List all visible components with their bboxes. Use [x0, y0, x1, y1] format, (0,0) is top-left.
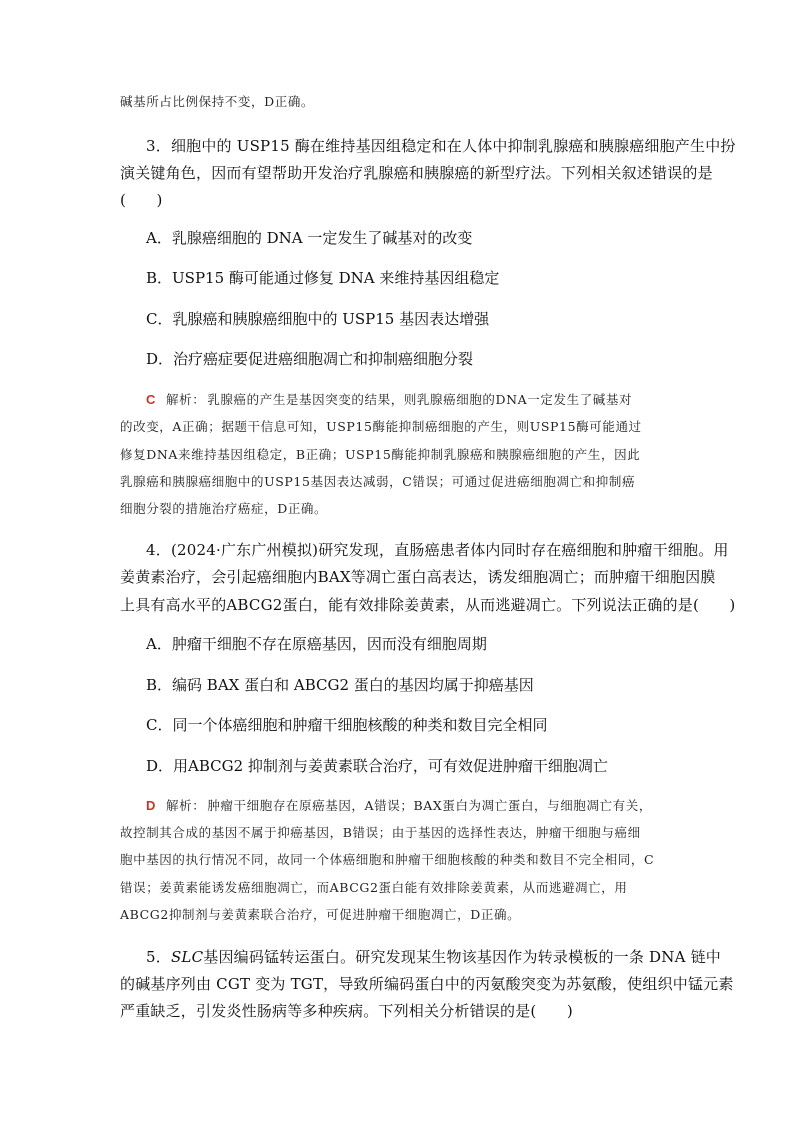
q3-answer-letter: C [146, 392, 156, 407]
q3-analysis-line-1: C 解析： 乳腺癌的产生是基因突变的结果，则乳腺癌细胞的DNA一定发生了碱基对 [146, 392, 633, 407]
q3-option-d[interactable]: D．治疗癌症要促进癌细胞凋亡和抑制癌细胞分裂 [146, 350, 474, 368]
q4-option-d[interactable]: D．用ABCG2 抑制剂与姜黄素联合治疗，可有效促进肿瘤干细胞凋亡 [146, 757, 608, 775]
q3-stem-line-3: ( ) [120, 191, 163, 209]
q3-option-c[interactable]: C．乳腺癌和胰腺癌细胞中的 USP15 基因表达增强 [146, 310, 490, 328]
q5-gene-name: SLC [170, 948, 204, 966]
q3-stem-line-2: 演关键角色，因而有望帮助开发治疗乳腺癌和胰腺癌的新型疗法。下列相关叙述错误的是 [120, 164, 713, 182]
q3-number: 3． [146, 137, 171, 155]
q4-option-b[interactable]: B．编码 BAX 蛋白和 ABCG2 蛋白的基因均属于抑癌基因 [146, 676, 534, 694]
q4-analysis-line-2: 故控制其合成的基因不属于抑癌基因，B错误；由于基因的选择性表达，肿瘤干细胞与癌细 [120, 825, 641, 840]
q5-stem-line-2: 的碱基序列由 CGT 变为 TGT，导致所编码蛋白中的丙氨酸突变为苏氨酸，使组织中锰元素 [120, 975, 734, 993]
q3-analysis-line-5: 细胞分裂的措施治疗癌症，D正确。 [120, 501, 328, 516]
q4-analysis-label: 解析： [166, 798, 206, 813]
q3-analysis-line-3: 修复DNA来维持基因组稳定，B正确；USP15酶能抑制乳腺癌和胰腺癌细胞的产生，因此 [120, 447, 641, 462]
q4-analysis-line-3: 胞中基因的执行情况不同，故同一个体癌细胞和肿瘤干细胞核酸的种类和数目不完全相同，C [120, 852, 655, 867]
previous-answer-tail: 碱基所占比例保持不变，D正确。 [120, 94, 315, 109]
q3-option-a[interactable]: A．乳腺癌细胞的 DNA 一定发生了碱基对的改变 [146, 229, 473, 247]
q4-option-a[interactable]: A．肿瘤干细胞不存在原癌基因，因而没有细胞周期 [146, 635, 487, 653]
q4-number: 4． [146, 541, 171, 559]
q3-stem-line-1: 3．细胞中的 USP15 酶在维持基因组稳定和在人体中抑制乳腺癌和胰腺癌细胞产生中扮 [146, 137, 736, 155]
q4-analysis-line-5: ABCG2抑制剂与姜黄素联合治疗，可促进肿瘤干细胞凋亡，D正确。 [120, 907, 521, 922]
q5-number: 5． [146, 948, 171, 966]
q4-stem-line-3: 上具有高水平的ABCG2蛋白，能有效排除姜黄素，从而逃避凋亡。下列说法正确的是( ) [120, 596, 736, 614]
q3-option-b[interactable]: B．USP15 酶可能通过修复 DNA 来维持基因组稳定 [146, 269, 500, 287]
q3-analysis-line-2: 的改变，A正确；据题干信息可知，USP15酶能抑制癌细胞的产生，则USP15酶可能通过 [120, 419, 642, 434]
q5-stem-line-3: 严重缺乏，引发炎性肠病等多种疾病。下列相关分析错误的是( ) [120, 1002, 573, 1020]
q4-analysis-line-4: 错误；姜黄素能诱发癌细胞凋亡，而ABCG2蛋白能有效排除姜黄素，从而逃避凋亡，用 [120, 880, 628, 895]
q4-option-c[interactable]: C．同一个体癌细胞和肿瘤干细胞核酸的种类和数目完全相同 [146, 716, 548, 734]
q3-analysis-label: 解析： [166, 392, 206, 407]
q4-analysis-line-1: D 解析： 肿瘤干细胞存在原癌基因，A错误；BAX蛋白为凋亡蛋白，与细胞凋亡有关， [146, 798, 652, 813]
q3-analysis-line-4: 乳腺癌和胰腺癌细胞中的USP15基因表达减弱，C错误；可通过促进癌细胞凋亡和抑制癌 [120, 474, 636, 489]
q4-answer-letter: D [146, 798, 156, 813]
q5-stem-line-1: 5．SLC基因编码锰转运蛋白。研究发现某生物该基因作为转录模板的一条 DNA 链中 [146, 948, 722, 966]
q4-stem-line-2: 姜黄素治疗，会引起癌细胞内BAX等凋亡蛋白高表达，诱发细胞凋亡；而肿瘤干细胞因膜 [120, 568, 716, 586]
q4-stem-line-1: 4．(2024·广东广州模拟)研究发现，直肠癌患者体内同时存在癌细胞和肿瘤干细胞。用 [146, 541, 729, 559]
